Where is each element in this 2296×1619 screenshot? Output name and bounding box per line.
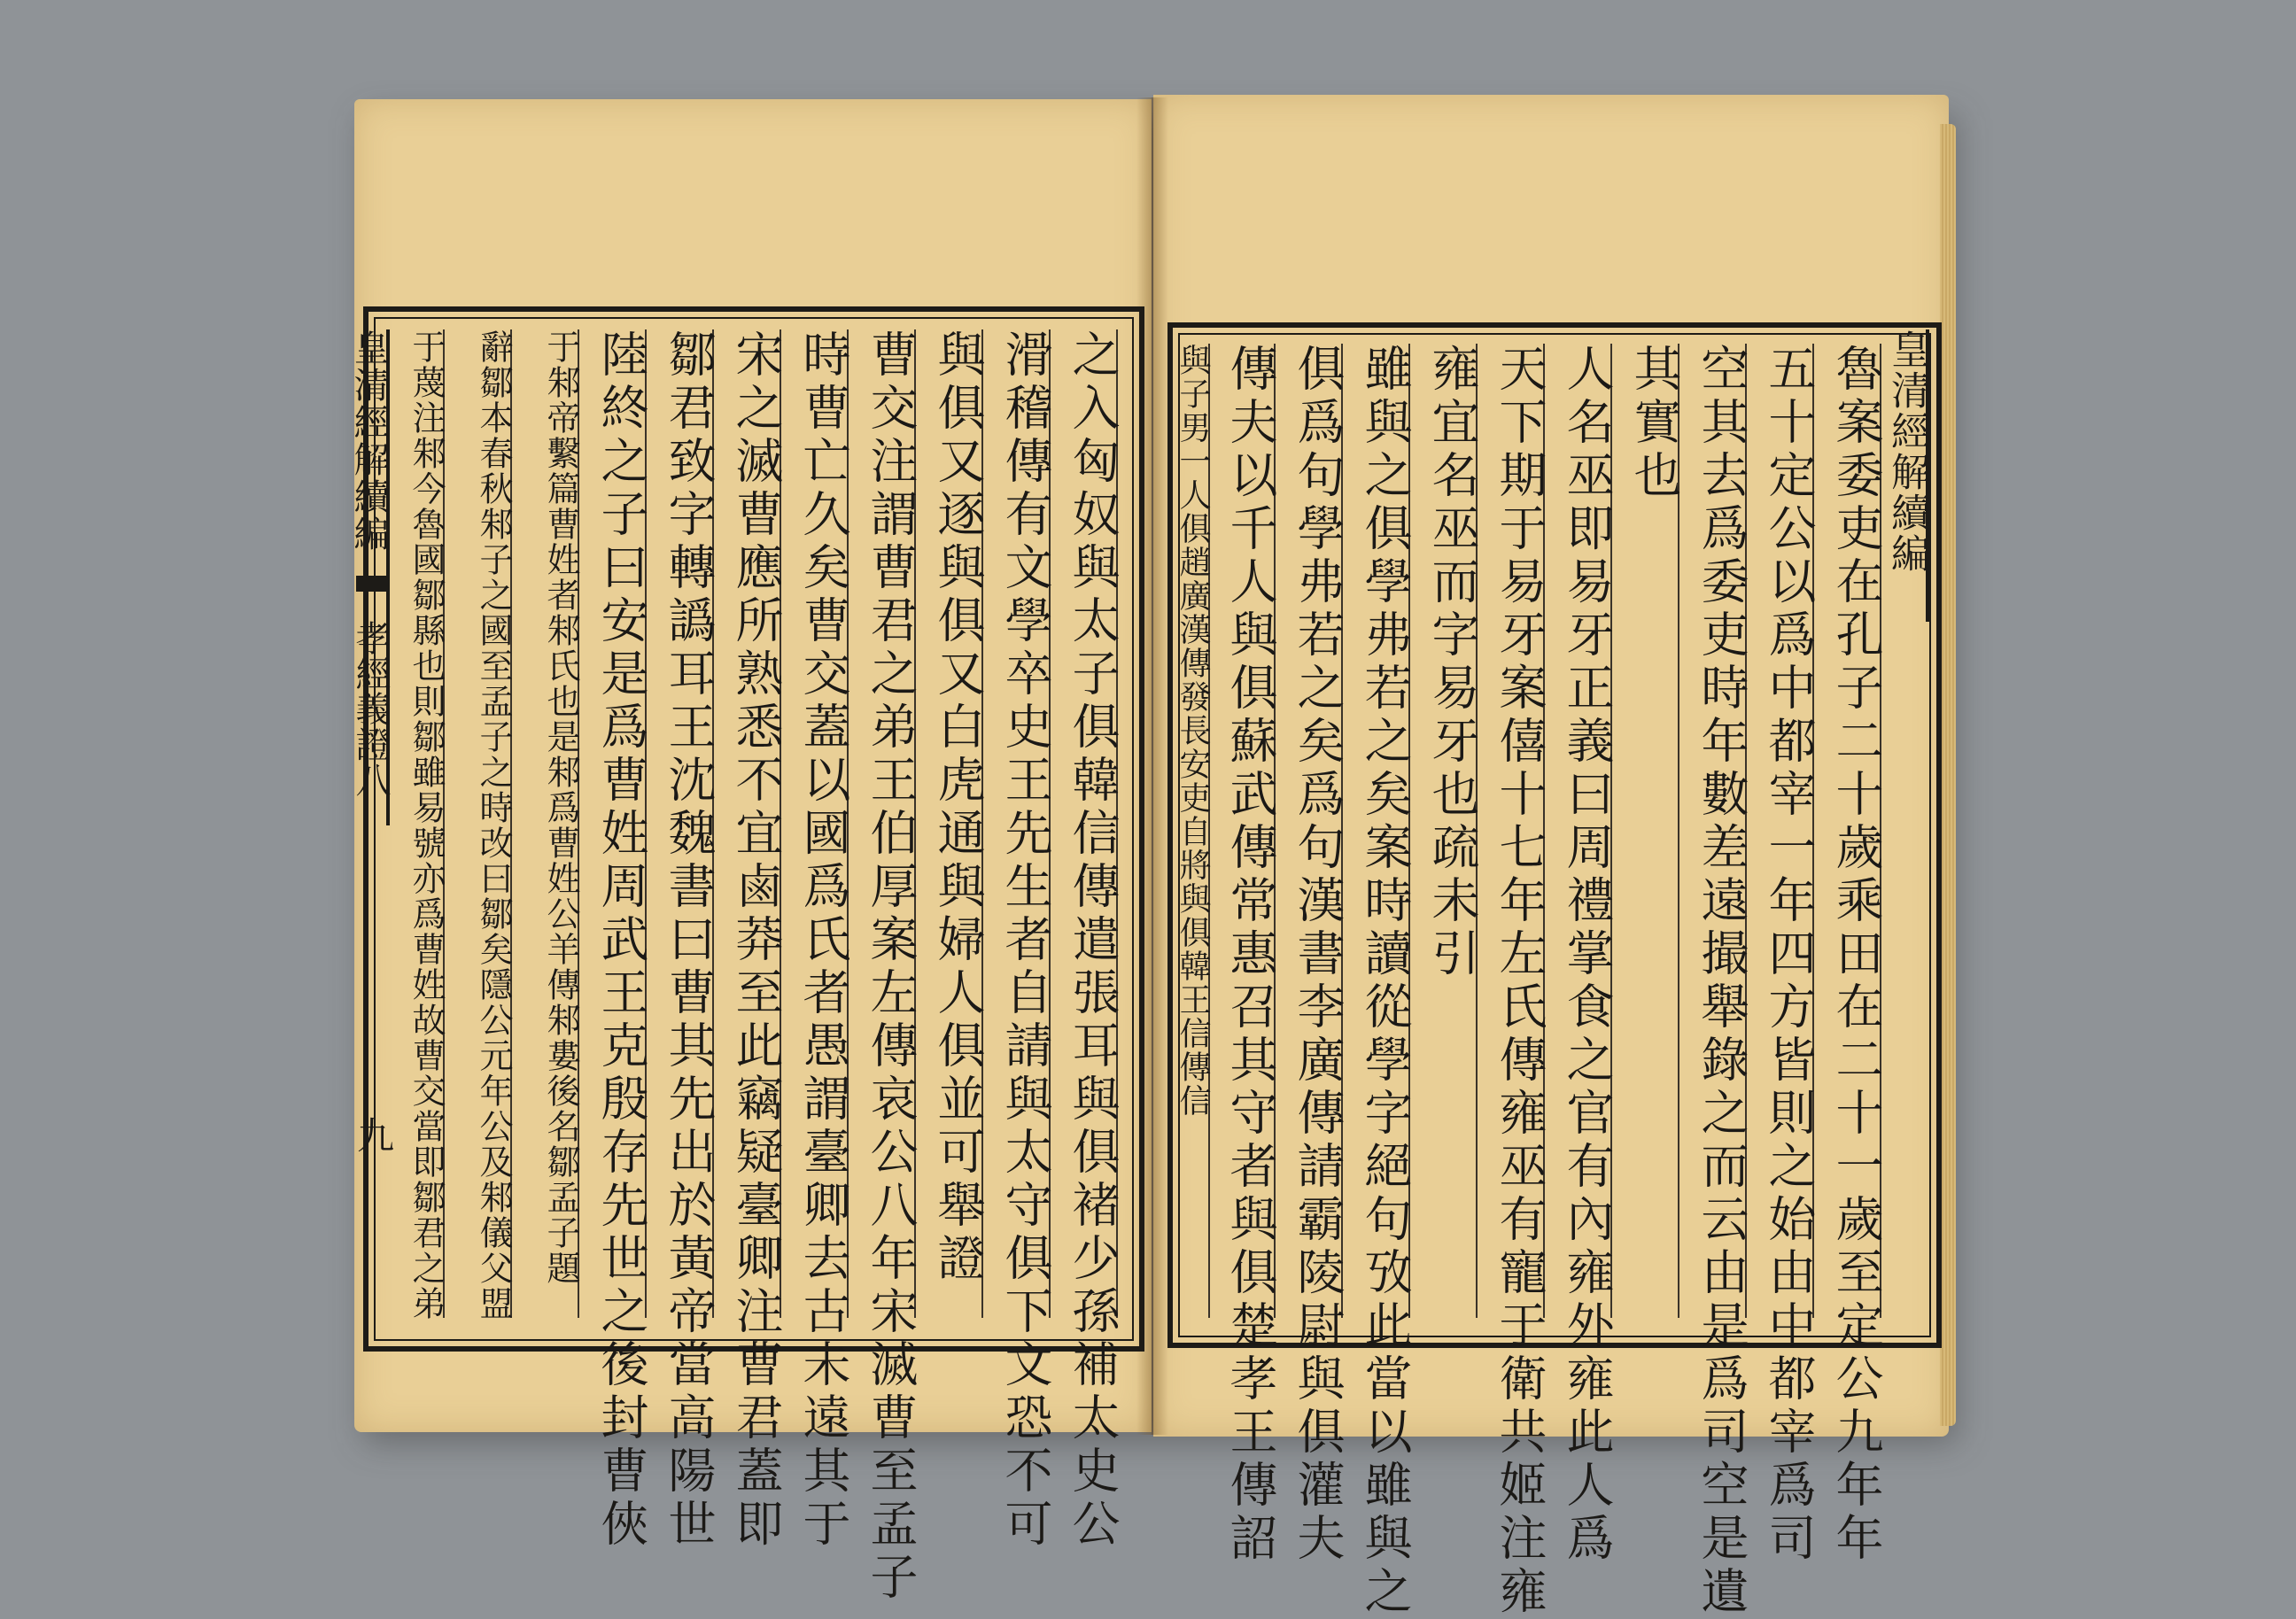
left-column-9: 于邾帝繫篇曹姓者邾氏也是邾爲曹姓公羊傳邾婁後名鄒孟子題 [514, 329, 579, 1318]
left-column-4: 曹交注謂曹君之弟王伯厚案左傳哀公八年宋滅曹至孟子 [850, 329, 916, 1318]
right-column-2: 五十定公以爲中都宰一年四方皆則之始由中都宰爲司 [1749, 344, 1814, 1318]
left-column-11: 于蔑注邾今魯國鄒縣也則鄒雖易號亦爲曹姓故曹交當即鄒君之弟 [390, 329, 445, 1318]
page-edge [1940, 124, 1956, 1426]
right-column-10: 傳夫以千人與俱蘇武傳常惠召其守者與俱楚孝王傳詔 [1210, 344, 1276, 1318]
left-column-7: 鄒君致字轉譌耳王沈魏書曰曹其先出於黃帝當高陽世 [648, 329, 714, 1318]
right-column-6: 天下期于易牙案僖十七年左氏傳雍巫有寵于衛共姬注雍 [1479, 344, 1545, 1318]
left-column-2: 滑稽傳有文學卒史王先生者自請與太守俱下文恐不可 [985, 329, 1051, 1318]
right-margin-title: 皇清經解續編 [1883, 329, 1929, 622]
right-column-3: 空其去爲委吏時年數差遠撮舉錄之而云由是爲司空是遺 [1681, 344, 1747, 1318]
right-column-8: 雖與之俱學弗若之矣案時讀從學字絕句攷此當以雖與之 [1345, 344, 1410, 1318]
left-column-1: 之入匈奴與太子俱韓信傳遣張耳與俱褚少孫補太史公 [1052, 329, 1118, 1318]
left-folio-number: 九 [352, 1116, 395, 1153]
left-column-3: 與俱又逐與俱又白虎通與婦人俱並可舉證 [918, 329, 983, 1318]
right-column-11: 與子男一人俱趙廣漢傳發長安吏自將與俱韓王信傳信 [1175, 344, 1210, 1318]
right-column-5: 人名巫即易牙正義曰周禮掌食之官有內雍外雍此人爲 [1547, 344, 1612, 1318]
left-column-8: 陸終之子曰安是爲曹姓周武王克殷存先世之後封曹俠 [581, 329, 647, 1318]
left-column-6: 宋之滅曹應所熟悉不宜鹵莽至此竊疑臺卿注曹君蓋即 [716, 329, 781, 1318]
right-column-4: 其實也 [1614, 344, 1679, 1318]
right-column-1: 魯案委吏在孔子二十歲乘田在二十一歲至定公九年年 [1816, 344, 1881, 1318]
left-column-10: 辭鄒本春秋邾子之國至孟子之時改曰鄒矣隱公元年公及邾儀父盟 [446, 329, 512, 1318]
left-column-5: 時曹亡久矣曹交蓋以國爲氏者愚謂臺卿去古未遠其于 [783, 329, 849, 1318]
fish-tail-mark [356, 576, 386, 592]
left-margin-title: 皇清經解續編 [354, 329, 390, 825]
right-column-7: 雍宜名巫而字易牙也疏未引 [1412, 344, 1478, 1318]
right-column-9: 俱爲句學弗若之矣爲句漢書李廣傳請霸陵尉與俱灌夫 [1277, 344, 1343, 1318]
left-margin-subtitle: 孝經義證八 [350, 620, 391, 797]
